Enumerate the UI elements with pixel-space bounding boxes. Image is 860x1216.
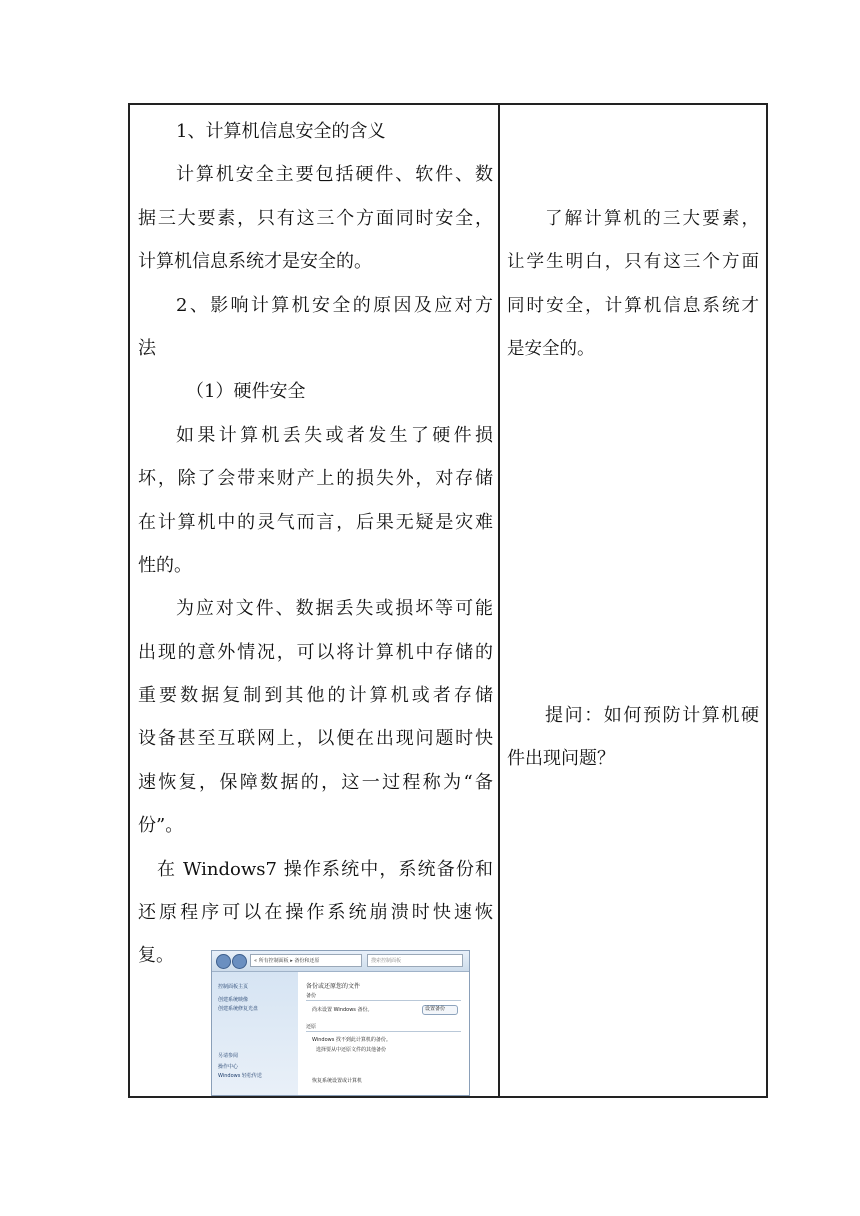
forward-icon xyxy=(232,954,247,969)
teaching-note-2 xyxy=(507,694,759,781)
nav-link: 操作中心 xyxy=(218,1064,239,1070)
path-field: « 所有控制面板 ▸ 备份和还原 xyxy=(250,954,362,967)
paragraph-line: 份”。 xyxy=(138,815,184,837)
paragraph-line: 为应对文件、数据丢失或损坏等可能 xyxy=(176,598,493,620)
main-pane xyxy=(298,972,469,1095)
paragraph-line: 出现的意外情况，可以将计算机中存储的 xyxy=(138,641,493,663)
heading-1: 1、计算机信息安全的含义 xyxy=(176,121,386,142)
paragraph-line: 在 Windows7 操作系统中，系统备份和 xyxy=(157,858,493,880)
section-label: 备份 xyxy=(306,993,317,999)
paragraph-line: 据三大要素，只有这三个方面同时安全， xyxy=(138,207,493,229)
note-line: 提问：如何预防计算机硬 xyxy=(545,705,759,726)
paragraph-line: 性的。 xyxy=(138,554,192,576)
note-line: 件出现问题？ xyxy=(507,748,615,770)
paragraph-line: 法 xyxy=(138,337,156,359)
paragraph-line: 在计算机中的灵气而言，后果无疑是灾难 xyxy=(138,511,493,533)
subheading: （1）硬件安全 xyxy=(186,381,306,403)
nav-link: 创建系统映像 xyxy=(218,997,249,1003)
nav-heading: 另请参阅 xyxy=(218,1053,239,1059)
note-line: 让学生明白，只有这三个方面 xyxy=(507,252,759,273)
divider xyxy=(306,1031,461,1032)
teaching-note-1 xyxy=(507,198,759,372)
paragraph-line: 复。 xyxy=(138,945,174,967)
nav-link: 创建系统修复光盘 xyxy=(218,1006,259,1012)
paragraph-line: 计算机安全主要包括硬件、软件、数 xyxy=(176,164,493,186)
recover-link: 恢复系统设置或计算机 xyxy=(312,1078,363,1084)
column-divider xyxy=(498,104,500,1097)
nav-link: 控制面板主页 xyxy=(218,984,249,990)
nav-link: Windows 轻松传送 xyxy=(218,1073,262,1079)
status-text: 尚未设置 Windows 备份。 xyxy=(312,1007,373,1013)
setup-backup-label: 设置备份 xyxy=(425,1006,446,1012)
paragraph-line: 计算机信息系统才是安全的。 xyxy=(138,251,372,273)
restore-link: 选择要从中还原文件的其他备份 xyxy=(316,1047,387,1053)
note-line: 了解计算机的三大要素， xyxy=(545,209,759,229)
paragraph-line: 坏，除了会带来财产上的损失外，对存储 xyxy=(138,468,493,490)
content-column xyxy=(138,110,493,978)
paragraph-line: 重要数据复制到其他的计算机或者存储 xyxy=(138,685,493,707)
paragraph-line: 如果计算机丢失或者发生了硬件损 xyxy=(176,424,493,446)
paragraph-line: 还原程序可以在操作系统崩溃时快速恢 xyxy=(138,902,493,924)
heading-2: 2、影响计算机安全的原因及应对方 xyxy=(176,294,493,316)
main-title: 备份或还原您的文件 xyxy=(306,983,361,990)
left-nav-pane xyxy=(212,972,298,1095)
back-icon xyxy=(216,954,231,969)
search-field: 搜索控制面板 xyxy=(367,954,463,967)
backup-restore-screenshot xyxy=(211,950,470,1096)
note-line: 是安全的。 xyxy=(507,339,595,360)
paragraph-line: 设备甚至互联网上，以便在出现问题时快 xyxy=(138,728,493,750)
paragraph-line: 速恢复，保障数据的，这一过程称为“备 xyxy=(138,771,493,793)
section-label: 还原 xyxy=(306,1024,317,1030)
note-line: 同时安全，计算机信息系统才 xyxy=(507,295,759,316)
status-text: Windows 找不到此计算机的备份。 xyxy=(312,1037,391,1043)
address-bar xyxy=(212,951,469,972)
divider xyxy=(306,1000,461,1001)
